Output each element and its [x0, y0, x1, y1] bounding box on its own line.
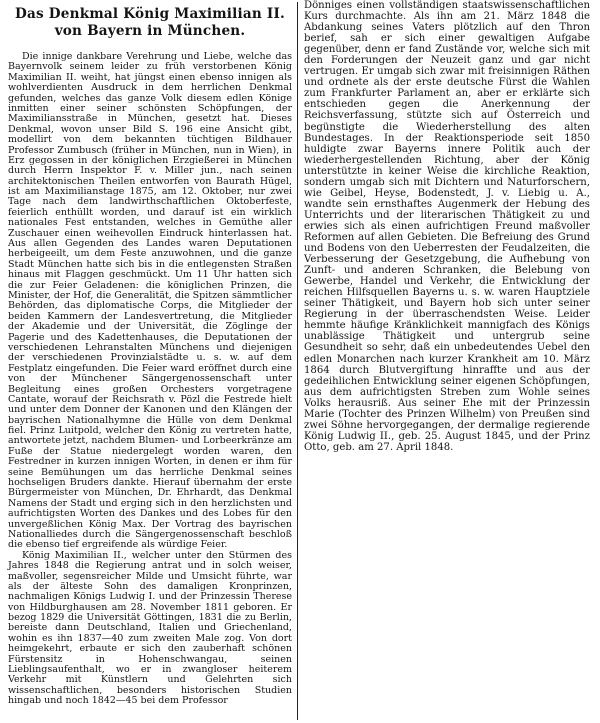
left-column: [8, 0, 292, 707]
paragraph-reign: Dönniges einen vollständigen staatswissenschaftlichen Kurs durchmachte. Als ihn am 21. März 1848 die Abdankung seines Vaters plötzlich auf den Thron berief, sah er sich einer gewaltigen Aufgabe gegenüber, denn er fand Zustände vor, welche sich mit den Forderungen der Neuzeit ganz und gar nicht vertrugen. Er umgab sich zwar mit freisinnigen Räthen und ordnete als der erste deutsche Fürst die Wahlen zum Frankfurter Parlament an, aber er erklärte sich entschieden gegen die Anerkennung der Reichsverfassung, stützte sich auf Österreich und begünstigte die Wiederherstellung des alten Bundestages. In der Reaktionsperiode seit 1850 huldigte zwar Bayerns innere Politik auch der wiederhergestellenden Richtung, aber der König unterstützte in keiner Weise die kirchliche Reaktion, sondern umgab sich mit Dichtern und Naturforschern, wie Geibel, Heyse, Bodenstedt, J. v. Liebig u. A., wandte sein ernsthaftes Augenmerk der Hebung des Unterrichts und der literarischen Thätigkeit zu und erwies sich als einen aufrichtigen Freund maßvoller Reformen auf allen Gebieten. Die Befreiung des Grund und Bodens von den Ueberresten der Feudalzeiten, die Verbesserung der Gesetzgebung, die Aufhebung von Zunft- und anderen Schranken, die Belebung von Gewerbe, Handel und Verkehr, die Entwicklung der reichen Hilfsquellen Bayerns u. s. w. waren Hauptziele seiner Thätigkeit, und Bayern hob sich unter seiner Regierung in der überraschendsten Weise. Leider hemmte häufige Kränklichkeit mannigfach des Königs unablässige Thätigkeit und untergrub seine Gesundheit so sehr, daß ein unbedeutendes Uebel den edlen Monarchen nach kurzer Krankheit am 10. März 1864 durch Blutvergiftung hinraffte und aus der gedeihlichen Entwicklung seiner eigenen Schöpfungen, aus dem aufrichtigsten Streben zum Wohle seines Volks herausriß. Aus seiner Ehe mit der Prinzessin Marie (Tochter des Prinzen Wilhelm) von Preußen sind zwei Söhne hervorgegangen, der dermalige regierende König Ludwig II., geb. 25. August 1845, und der Prinz Otto, geb. am 27. April 1848.: [304, 0, 590, 453]
right-column: [304, 0, 590, 453]
paragraph-biography: König Maximilian II., welcher unter den Stürmen des Jahres 1848 die Regierung antrat und in solch weiser, maßvoller, segensreicher Milde und Umsicht führte, war als der älteste Sohn des damaligen Kronprinzen, nachmaligen Königs Ludwig I. und der Prinzessin Therese von Hildburghausen am 28. November 1811 geboren. Er bezog 1829 die Universität Göttingen, 1831 die zu Berlin, bereiste dann Deutschland, Italien und Griechenland, wohin es ihn 1837—40 zum zweiten Male zog. Von dort heimgekehrt, erbaute er sich den zauberhaft schönen Fürstensitz in Hohenschwangau, seinen Lieblingsaufenthalt, wo er in zwangloser heiterem Verkehr mit Künstlern und Gelehrten sich wissenschaftlichen, besonders historischen Studien hingab und noch 1842—45 bei dem Professor: [8, 549, 292, 707]
paragraph-unveiling: Die innige dankbare Verehrung und Liebe, welche das Bayernvolk seinem leider zu früh verstorbenen König Maximilian II. weiht, hat jüngst einen ebenso innigen als wohlverdienten Ausdruck in dem herrlichen Denkmal gefunden, welches das ganze Volk diesem edlen Könige inmitten einer seiner schönsten Schöpfungen, der Maximiliansstraße in München, gesetzt hat. Dieses Denkmal, wovon unser Bild S. 196 eine Ansicht gibt, modellirt von dem bekannten tüchtigen Bildhauer Professor Zumbusch (früher in München, nun in Wien), in Erz gegossen in der königlichen Erzgießerei in München durch Herrn Inspektor F. v. Miller jun., nach seinen architektonischen Theilen entworfen von Baurath Hügel, ist am Maximilianstage 1875, am 12. Oktober, nur zwei Tage nach dem landwirthschaftlichen Oktoberfeste, feierlich enthüllt worden, und darauf ist ein wirklich nationales Fest entstanden, welches in Gemüthe aller Zuschauer einen weihevollen Eindruck hinterlassen hat. Aus allen Gegenden des Landes waren Deputationen herbeigeeilt, um dem Feste anzuwohnen, und die ganze Stadt München hatte sich bis in die entlegensten Straßen hinaus mit Flaggen geschmückt. Um 11 Uhr hatten sich die zur Feier Geladenen: die königlichen Prinzen, die Minister, der Hof, die Generalität, die Spitzen sämmtlicher Behörden, das diplomatische Corps, die Mitglieder der beiden Kammern der Landesvertretung, die Mitglieder der Akademie und der Universität, die Zöglinge der Pagerie und des Kadettenhauses, die Deputationen der verschiedenen Lehranstalten Münchens und diejenigen der verschiedenen Provinzialstädte u. s. w. auf dem Festplatz eingefunden. Die Feier ward eröffnet durch eine von der Münchener Sängergenossenschaft unter Begleitung eines großen Orchesters vorgetragene Cantate, worauf der Reichsrath v. Pözl die Festrede hielt und unter dem Donner der Kanonen und den Klängen der bayrischen Nationalhymne die Hülle von dem Denkmal fiel. Prinz Luitpold, welcher den König zu vertreten hatte, antwortete jetzt, nachdem Blumen- und Lorbeerkränze am Fuße der Statue niedergelegt worden waren, den Festredner in kurzen innigen Worten, in denen er ihm für seine Bemühungen um das herrliche Denkmal seines hochseligen Bruders dankte. Hierauf übernahm der erste Bürgermeister von München, Dr. Ehrhardt, das Denkmal Namens der Stadt und erging sich in den herzlichsten und aufrichtigsten Worten des Dankes und des Lobes für den unvergeßlichen König Max. Der Vortrag des bayrischen Nationalliedes durch die Sängergenossenschaft beschloß die ebenso tief ergreifende als würdige Feier.: [8, 51, 292, 551]
article-title: Das Denkmal König Maximilian II. von Bayern in München.: [15, 6, 285, 39]
column-divider: [297, 2, 298, 720]
